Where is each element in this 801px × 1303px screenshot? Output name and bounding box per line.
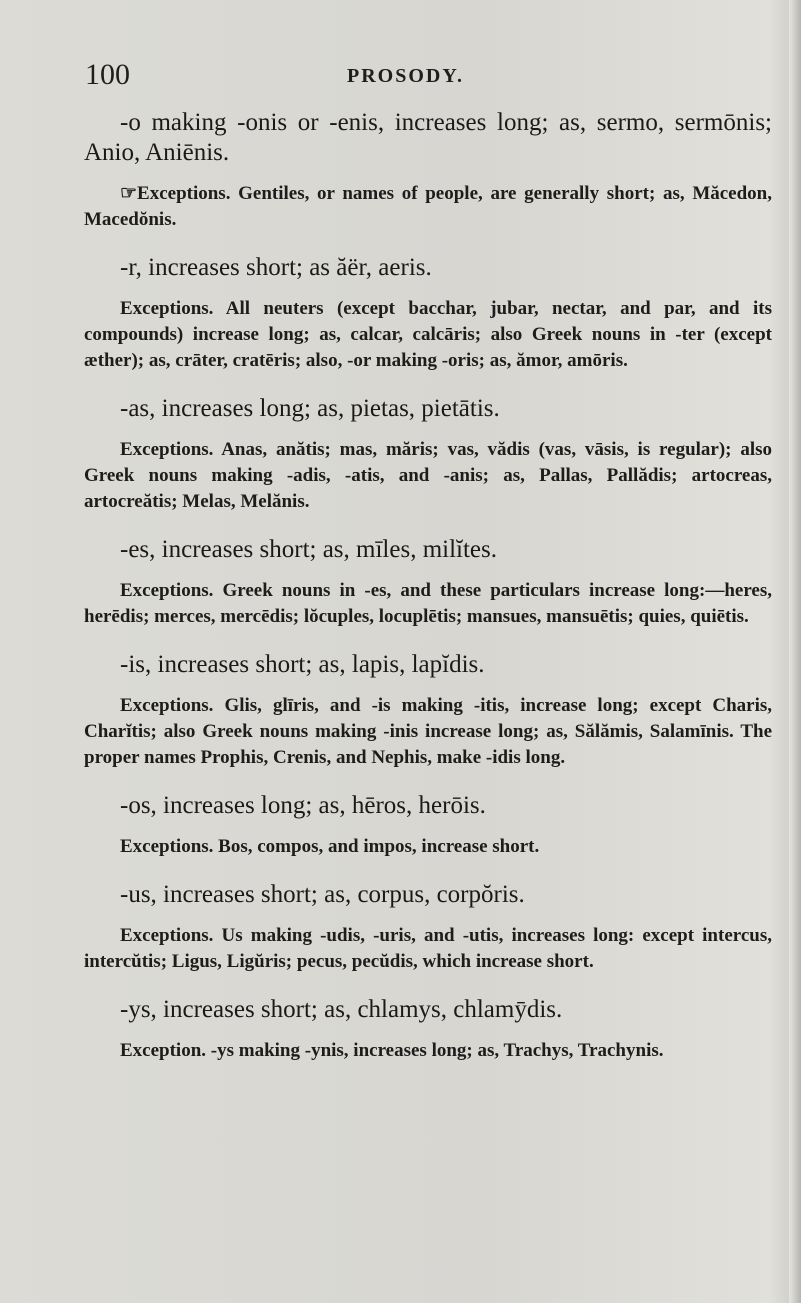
exceptions-is: Exceptions. Glis, glīris, and -is making -itis, increase long; except Charis, Charĭtis; also Greek nouns making -inis increase long; as, Sălămis, Salamīnis. The proper names Prophis, Crenis, and Nephis, make -idis long. (84, 695, 772, 768)
page-edge (789, 0, 801, 1303)
exceptions-es: Exceptions. Greek nouns in -es, and these particulars increase long:—heres, herēdis; merces, mercēdis; lŏcuples, locuplētis; mansues, mansuētis; quies, quiētis. (84, 580, 772, 627)
exceptions-r: Exceptions. All neuters (except bacchar, jubar, nectar, and par, and its compounds) increase long; as, calcar, calcāris; also Greek nouns in -ter (except æther); as, crāter, cratēris; also, -or making -oris; as, ămor, amōris. (84, 298, 772, 371)
exceptions-o: ☞Exceptions. Gentiles, or names of people, are generally short; as, Măcedon, Macedŏnis. (84, 183, 772, 230)
exceptions-ys: Exception. -ys making -ynis, increases long; as, Trachys, Trachynis. (120, 1040, 664, 1061)
rule-r: -r, increases short; as ăër, aeris. (120, 254, 432, 281)
rule-ys: -ys, increases short; as, chlamys, chlamȳdis. (120, 996, 563, 1023)
page-body (84, 108, 772, 1064)
running-title: PROSODY. (347, 65, 464, 87)
rule-o: -o making -onis or -enis, increases long; as, sermo, sermōnis; Anio, Aniēnis. (84, 109, 772, 166)
exceptions-os: Exceptions. Bos, compos, and impos, increase short. (120, 836, 540, 857)
rule-us: -us, increases short; as, corpus, corpŏris. (120, 881, 525, 908)
rule-os: -os, increases long; as, hēros, herōis. (120, 792, 486, 819)
rule-es: -es, increases short; as, mīles, milĭtes. (120, 536, 498, 563)
page-header (85, 60, 675, 90)
exceptions-as: Exceptions. Anas, anătis; mas, măris; vas, vădis (vas, vāsis, is regular); also Greek nouns making -adis, -atis, and -anis; as, Pallas, Pallădis; artocreas, artocreătis; Melas, Melănis. (84, 439, 772, 512)
exceptions-us: Exceptions. Us making -udis, -uris, and -utis, increases long: except intercus, intercŭtis; Ligus, Ligŭris; pecus, pecŭdis, which increase short. (84, 925, 772, 972)
rule-as: -as, increases long; as, pietas, pietātis. (120, 395, 500, 422)
page-number: 100 (85, 58, 130, 91)
rule-is: -is, increases short; as, lapis, lapĭdis. (120, 651, 485, 678)
